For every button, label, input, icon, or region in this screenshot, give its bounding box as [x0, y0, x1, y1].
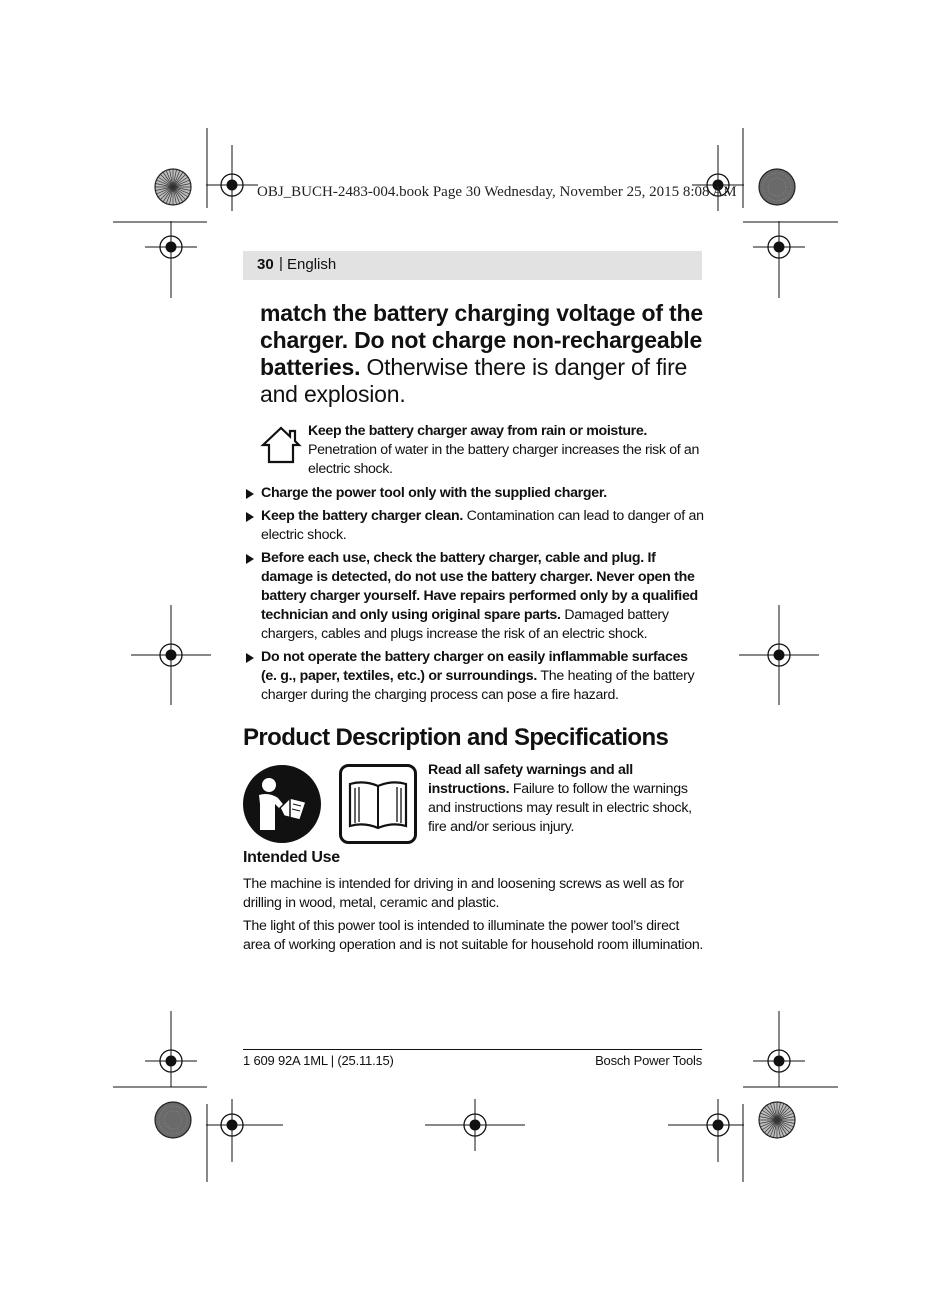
- lead-normal: Otherwise there is danger of fire and explosion.: [260, 354, 688, 407]
- list-item: [243, 549, 706, 644]
- bullet-normal: The heating of the battery charger during the charging process can pose a fire hazard.: [261, 668, 695, 703]
- bullet-bold: Before each use, check the battery charger, cable and plug. If damage is detected, do not use the battery charger. Never open the battery charger yourself. Have repairs performed only by a qualified technician and only using original spare parts.: [261, 550, 698, 623]
- intended-use-heading: Intended Use: [243, 849, 340, 866]
- footer-document-code: 1 609 92A 1ML | (25.11.15): [243, 1053, 394, 1068]
- page-number: 30: [257, 256, 274, 273]
- page-header: [243, 251, 702, 280]
- indoor-use-note: [308, 422, 706, 479]
- bullet-triangle-icon: [246, 512, 254, 522]
- list-item: [243, 648, 706, 705]
- warning-bold: Read all safety warnings and all instructions.: [428, 762, 633, 797]
- print-slug-line: OBJ_BUCH-2483-004.book Page 30 Wednesday, November 25, 2015 8:08 AM: [257, 184, 737, 200]
- open-book-icon: [339, 764, 417, 844]
- list-item: [243, 507, 706, 545]
- bullet-normal: Damaged battery chargers, cables and plugs increase the risk of an electric shock.: [261, 607, 669, 642]
- footer-divider: [243, 1049, 702, 1050]
- bullet-triangle-icon: [246, 489, 254, 499]
- lead-bold: match the battery charging voltage of the charger. Do not charge non-rechargeable batteries.: [260, 300, 703, 380]
- safety-bullet-list: [243, 484, 706, 709]
- indoor-note-bold: Keep the battery charger away from rain or moisture.: [308, 423, 647, 439]
- section-title: Product Description and Specifications: [243, 724, 669, 751]
- header-language: English: [287, 256, 337, 273]
- house-icon: [260, 425, 302, 465]
- list-item: [243, 484, 706, 503]
- header-separator: |: [279, 255, 283, 272]
- intended-use-paragraph-1: The machine is intended for driving in and loosening screws as well as for drilling in wood, metal, ceramic and plastic.: [243, 876, 684, 911]
- bullet-bold: Charge the power tool only with the supplied charger.: [261, 485, 607, 501]
- bullet-bold: Do not operate the battery charger on easily inflammable surfaces (e. g., paper, textiles, etc.) or surroundings.: [261, 649, 688, 684]
- indoor-note-normal: Penetration of water in the battery charger increases the risk of an electric shock.: [308, 442, 700, 477]
- footer-brand: Bosch Power Tools: [595, 1053, 702, 1068]
- bullet-triangle-icon: [246, 653, 254, 663]
- lead-warning: [260, 300, 705, 408]
- bullet-normal: Contamination can lead to danger of an electric shock.: [261, 508, 704, 543]
- general-safety-warning: [428, 761, 708, 837]
- read-manual-person-icon: [242, 764, 322, 844]
- warning-normal: Failure to follow the warnings and instructions may result in electric shock, fire and/or serious injury.: [428, 781, 692, 835]
- bullet-triangle-icon: [246, 554, 254, 564]
- intended-use-paragraph-2: The light of this power tool is intended to illuminate the power tool’s direct area of working operation and is not suitable for household room illumination.: [243, 918, 704, 953]
- bullet-bold: Keep the battery charger clean.: [261, 508, 464, 524]
